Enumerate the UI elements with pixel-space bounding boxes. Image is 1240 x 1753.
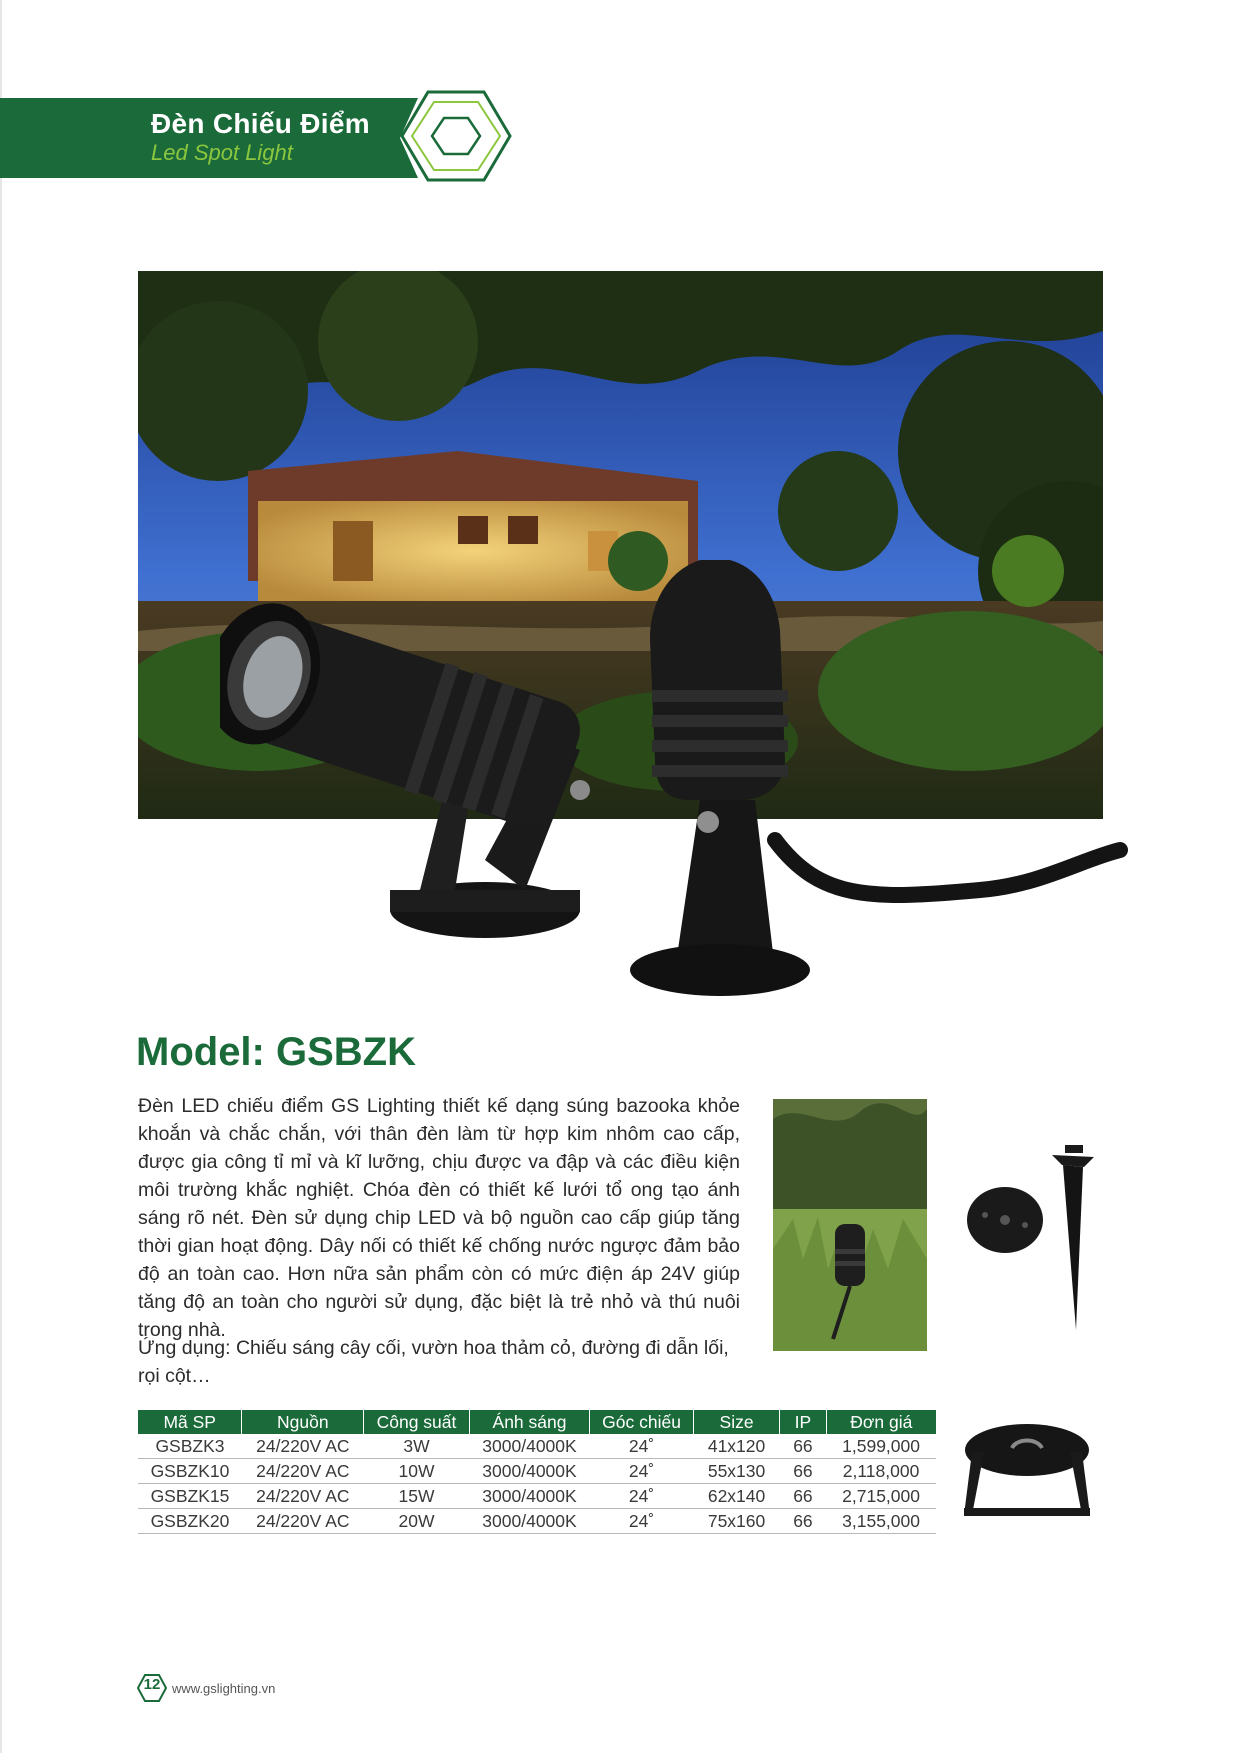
table-header-row [138, 1410, 936, 1434]
table-cell: 24˚ [590, 1459, 694, 1484]
table-cell: 24˚ [590, 1434, 694, 1459]
table-cell: 2,118,000 [826, 1459, 936, 1484]
table-cell: 1,599,000 [826, 1434, 936, 1459]
table-cell: 24/220V AC [242, 1484, 364, 1509]
table-cell: 20W [364, 1509, 470, 1534]
column-header: IP [780, 1410, 826, 1434]
page-number: 12 [143, 1676, 161, 1693]
column-header: Size [693, 1410, 779, 1434]
table-cell: 75x160 [693, 1509, 779, 1534]
table-cell: GSBZK20 [138, 1509, 242, 1534]
table-row [138, 1484, 936, 1509]
garden-installation-photo [773, 1099, 927, 1351]
table-cell: 24˚ [590, 1484, 694, 1509]
column-header: Ánh sáng [469, 1410, 589, 1434]
table-cell: 3000/4000K [469, 1484, 589, 1509]
table-row [138, 1434, 936, 1459]
table-cell: 66 [780, 1509, 826, 1534]
table-row [138, 1459, 936, 1484]
table-cell: GSBZK10 [138, 1459, 242, 1484]
column-header: Nguồn [242, 1410, 364, 1434]
table-cell: 66 [780, 1484, 826, 1509]
model-application: Ứng dụng: Chiếu sáng cây cối, vườn hoa thảm cỏ, đường đi dẫn lối, rọi cột… [138, 1337, 729, 1387]
column-header: Đơn giá [826, 1410, 936, 1434]
table-cell: GSBZK15 [138, 1484, 242, 1509]
column-header: Mã SP [138, 1410, 242, 1434]
table-cell: 41x120 [693, 1434, 779, 1459]
page-edge-rule [0, 0, 2, 1753]
table-cell: 24/220V AC [242, 1434, 364, 1459]
mounting-plate-and-spike-icon [960, 1145, 1110, 1330]
table-cell: 10W [364, 1459, 470, 1484]
table-cell: GSBZK3 [138, 1434, 242, 1459]
table-cell: 2,715,000 [826, 1484, 936, 1509]
table-cell: 66 [780, 1459, 826, 1484]
spec-table [138, 1410, 936, 1534]
column-header: Công suất [364, 1410, 470, 1434]
mounting-bracket-icon [962, 1420, 1092, 1520]
model-title: Model: GSBZK [136, 1030, 416, 1074]
table-cell: 3000/4000K [469, 1509, 589, 1534]
header-subtitle: Led Spot Light [151, 140, 293, 165]
table-cell: 15W [364, 1484, 470, 1509]
table-cell: 24/220V AC [242, 1509, 364, 1534]
table-cell: 3000/4000K [469, 1434, 589, 1459]
table-cell: 66 [780, 1434, 826, 1459]
table-cell: 55x130 [693, 1459, 779, 1484]
table-cell: 3W [364, 1434, 470, 1459]
website-link[interactable]: www.gslighting.vn [172, 1681, 276, 1696]
header-title: Đèn Chiếu Điểm [151, 108, 370, 139]
model-description: Đèn LED chiếu điểm GS Lighting thiết kế dạng súng bazooka khỏe khoắn và chắc chắn, với thân đèn làm từ hợp kim nhôm cao cấp, được gia công tỉ mỉ và kĩ lưỡng, chịu được va đập và các điều kiện môi trường khắc nghiệt. Chóa đèn có thiết kế lưới tổ ong tạo ánh sáng rõ nét. Đèn sử dụng chip LED và bộ nguồn cao cấp giúp tăng thời gian hoạt động. Dây nối có thiết kế chống nước ngược đảm bảo độ an toàn cao. Hơn nữa sản phẩm còn có mức điện áp 24V giúp tăng độ an toàn cho người sử dụng, đặc biệt là trẻ nhỏ và thú nuôi trong nhà. [138, 1095, 740, 1341]
spotlight-products-image [220, 560, 1140, 1000]
table-cell: 24˚ [590, 1509, 694, 1534]
table-cell: 62x140 [693, 1484, 779, 1509]
table-cell: 3000/4000K [469, 1459, 589, 1484]
column-header: Góc chiếu [590, 1410, 694, 1434]
table-cell: 3,155,000 [826, 1509, 936, 1534]
hexagon-logo-icon [400, 88, 512, 184]
table-row [138, 1509, 936, 1534]
table-cell: 24/220V AC [242, 1459, 364, 1484]
